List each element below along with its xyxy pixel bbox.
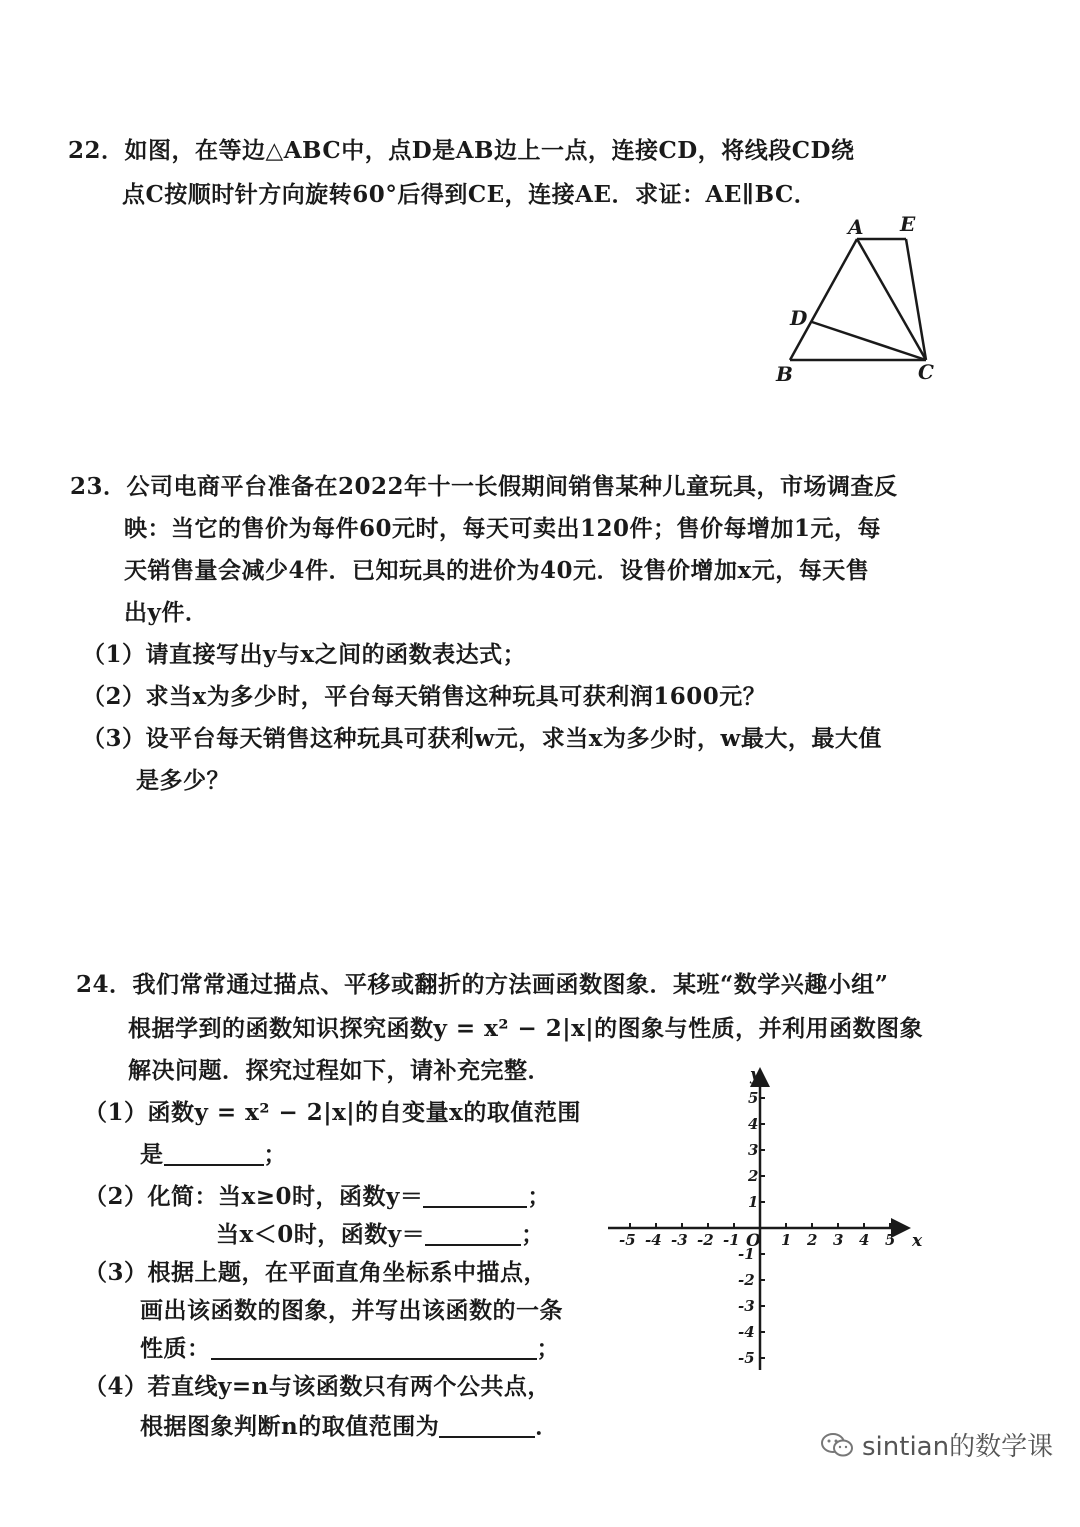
segment-AB bbox=[790, 239, 857, 360]
y-tick-label: -2 bbox=[738, 1271, 755, 1289]
q24-part3 bbox=[84, 1254, 547, 1287]
q24-part3-text-b: 画出该函数的图象，并写出该函数的一条 bbox=[140, 1297, 563, 1324]
watermark bbox=[820, 1426, 1053, 1463]
label-B: B bbox=[776, 362, 793, 386]
y-tick-label: 2 bbox=[748, 1167, 759, 1185]
q22-text-1: 如图，在等边△ABC中，点D是AB边上一点，连接CD，将线段CD绕 bbox=[124, 137, 855, 164]
q23-line4 bbox=[124, 594, 208, 627]
coordinate-plane bbox=[600, 1062, 930, 1382]
q23-part1 bbox=[82, 636, 526, 669]
y-tick-label: -1 bbox=[738, 1245, 755, 1263]
answer-blank-4[interactable] bbox=[439, 1436, 535, 1438]
answer-blank-3[interactable] bbox=[211, 1358, 537, 1360]
q23-part3 bbox=[82, 720, 882, 753]
label-C: C bbox=[918, 360, 934, 384]
q24-part4-answer bbox=[140, 1408, 559, 1441]
q24-text-3: 解决问题．探究过程如下，请补充完整． bbox=[128, 1057, 551, 1084]
x-tick-label: -2 bbox=[697, 1231, 714, 1249]
answer-blank-1[interactable] bbox=[164, 1164, 264, 1166]
answer-blank-2b[interactable] bbox=[425, 1244, 521, 1246]
y-tick-label: 4 bbox=[748, 1115, 759, 1133]
q23-text-1: 公司电商平台准备在2022年十一长假期间销售某种儿童玩具，市场调查反 bbox=[126, 473, 898, 500]
x-tick-label: -5 bbox=[619, 1231, 636, 1249]
q23-part3-text-a: （3）设平台每天销售这种玩具可获利w元，求当x为多少时，w最大，最大值 bbox=[82, 725, 882, 752]
q24-part4-suffix: ． bbox=[535, 1413, 559, 1440]
y-tick-label: -5 bbox=[738, 1349, 755, 1367]
q24-part4-prefix: 根据图象判断n的取值范围为 bbox=[140, 1413, 440, 1440]
q24-line3 bbox=[128, 1052, 551, 1085]
q24-part3-cont bbox=[140, 1292, 563, 1325]
q23-part2 bbox=[82, 678, 766, 711]
q22-text-2: 点C按顺时针方向旋转60°后得到CE，连接AE．求证：AE∥BC． bbox=[122, 181, 818, 208]
q24-part1-prefix: 是 bbox=[140, 1141, 164, 1168]
y-axis-label: y bbox=[750, 1065, 760, 1085]
x-axis-label: x bbox=[912, 1231, 923, 1251]
q24-part1-answer bbox=[140, 1136, 287, 1169]
q24-line1 bbox=[76, 966, 888, 999]
answer-blank-2a[interactable] bbox=[423, 1206, 527, 1208]
q24-line2 bbox=[128, 1010, 923, 1043]
x-tick-label: -3 bbox=[671, 1231, 688, 1249]
y-tick-label: 5 bbox=[748, 1089, 759, 1107]
q24-part2a-suffix: ； bbox=[527, 1183, 551, 1210]
q23-text-2: 映：当它的售价为每件60元时，每天可卖出120件；售价每增加1元，每 bbox=[124, 515, 882, 542]
y-tick-label: 1 bbox=[748, 1193, 759, 1211]
q23-part3-text-b: 是多少？ bbox=[136, 767, 230, 794]
q24-text-1: 我们常常通过描点、平移或翻折的方法画函数图象．某班“数学兴趣小组” bbox=[132, 971, 889, 998]
q24-text-2: 根据学到的函数知识探究函数y = x² − 2|x|的图象与性质，并利用函数图象 bbox=[128, 1015, 924, 1042]
q23-text-3: 天销售量会减少4件．已知玩具的进价为40元．设售价增加x元，每天售 bbox=[124, 557, 870, 584]
q22-line1 bbox=[68, 132, 854, 165]
y-tick-label: 3 bbox=[748, 1141, 759, 1159]
q24-part1-text: （1）函数y = x² − 2|x|的自变量x的取值范围 bbox=[84, 1099, 581, 1126]
x-tick-label: 2 bbox=[807, 1231, 818, 1249]
q22-triangle-figure bbox=[760, 205, 960, 390]
x-tick-label: 4 bbox=[859, 1231, 870, 1249]
x-tick-label: -1 bbox=[723, 1231, 740, 1249]
label-D: D bbox=[790, 306, 808, 330]
x-tick-label: -4 bbox=[645, 1231, 662, 1249]
label-A: A bbox=[848, 215, 864, 239]
origin-label: O bbox=[746, 1231, 761, 1251]
q24-part3-suffix: ； bbox=[536, 1335, 560, 1362]
y-tick-label: -4 bbox=[738, 1323, 755, 1341]
q23-line1 bbox=[70, 468, 898, 501]
q24-part3-answer bbox=[140, 1330, 560, 1363]
q23-line2 bbox=[124, 510, 881, 543]
q24-part4-text-a: （4）若直线y=n与该函数只有两个公共点， bbox=[84, 1373, 551, 1400]
q24-part3-text-a: （3）根据上题，在平面直角坐标系中描点， bbox=[84, 1259, 548, 1286]
x-tick-label: 5 bbox=[885, 1231, 896, 1249]
wechat-icon bbox=[820, 1431, 854, 1459]
q24-part2b bbox=[216, 1216, 545, 1249]
q24-part2a-prefix: （2）化简：当x≥0时，函数y＝ bbox=[84, 1183, 424, 1210]
q23-number: 23． bbox=[70, 473, 127, 500]
q24-part1 bbox=[84, 1094, 581, 1127]
q24-part3-prefix: 性质： bbox=[140, 1335, 211, 1362]
q24-part1-suffix: ； bbox=[263, 1141, 287, 1168]
q22-number: 22． bbox=[68, 137, 125, 164]
q24-part2a bbox=[84, 1178, 551, 1211]
q23-text-4: 出y件． bbox=[124, 599, 209, 626]
watermark-text: sintian的数学课 bbox=[862, 1432, 1054, 1462]
q24-number: 24． bbox=[76, 971, 133, 998]
q23-part2-text: （2）求当x为多少时，平台每天销售这种玩具可获利润1600元？ bbox=[82, 683, 767, 710]
x-tick-label: 3 bbox=[833, 1231, 844, 1249]
q24-part2b-suffix: ； bbox=[521, 1221, 545, 1248]
q23-part3-cont bbox=[136, 762, 230, 795]
q23-line3 bbox=[124, 552, 869, 585]
q23-part1-text: （1）请直接写出y与x之间的函数表达式； bbox=[82, 641, 527, 668]
y-tick-label: -3 bbox=[738, 1297, 755, 1315]
label-E: E bbox=[900, 212, 916, 236]
q22-line2 bbox=[122, 176, 817, 209]
q24-part2b-prefix: 当x＜0时，函数y＝ bbox=[216, 1221, 426, 1248]
x-tick-label: 1 bbox=[781, 1231, 792, 1249]
q24-part4 bbox=[84, 1368, 551, 1401]
